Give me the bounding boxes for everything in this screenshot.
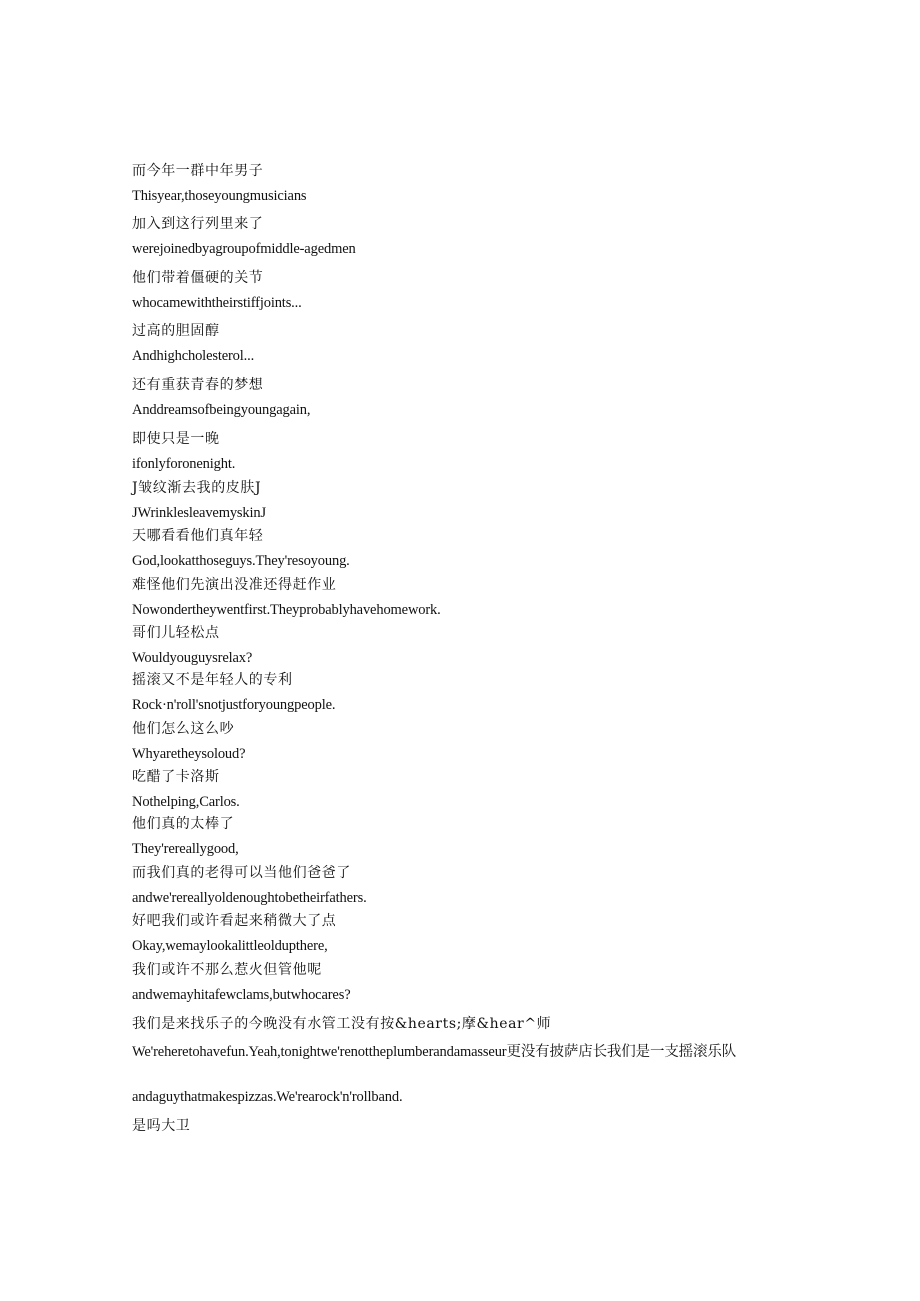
text-line: They'rereallygood, [132,841,239,857]
text-line: 加入到这行列里来了 [132,216,264,232]
text-line: 即使只是一晚 [132,431,220,447]
text-line: 他们带着僵硬的关节 [132,270,264,286]
text-line: 吃醋了卡洛斯 [132,769,220,785]
text-line: andwe'rereallyoldenoughtobetheirfathers. [132,890,367,906]
text-line: Okay,wemaylookalittleoldupthere, [132,938,328,954]
text-line: Rock·n'roll'snotjustforyoungpeople. [132,697,336,713]
text-line: whocamewiththeirstiffjoints... [132,295,302,311]
text-line: 他们怎么这么吵 [132,721,235,737]
text-line: Whyaretheysoloud? [132,746,246,762]
text-line: Wouldyouguysrelax? [132,650,253,666]
text-line: andaguythatmakespizzas.We'rearock'n'rollband. [132,1089,403,1105]
text-line: 而我们真的老得可以当他们爸爸了 [132,865,351,881]
text-line: 难怪他们先演出没准还得赶作业 [132,577,337,593]
text-line-wrapped: We'reheretohavefun.Yeah,tonightwe'renottheplumberandamasseur更没有披萨店长我们是一支摇滚乐队 [132,1044,737,1060]
text-line: werejoinedbyagroupofmiddle-agedmen [132,241,356,257]
text-line: 而今年一群中年男子 [132,163,264,179]
text-line: Andhighcholesterol... [132,348,255,364]
text-line: 哥们儿轻松点 [132,625,220,641]
text-line: 我们或许不那么惹火但管他呢 [132,962,322,978]
text-line: 是吗大卫 [132,1118,191,1134]
text-line: 过高的胆固醇 [132,323,220,339]
text-line: J皱纹渐去我的皮肤J [132,480,262,496]
text-line: 他们真的太棒了 [132,816,235,832]
text-line: 摇滚又不是年轻人的专利 [132,672,293,688]
text-line: ifonlyforonenight. [132,456,236,472]
text-line: Thisyear,thoseyoungmusicians [132,188,307,204]
text-line: 天哪看看他们真年轻 [132,528,264,544]
text-line: Nowondertheywentfirst.Theyprobablyhavehomework. [132,602,441,618]
text-line: andwemayhitafewclams,butwhocares? [132,987,351,1003]
text-line: 我们是来找乐子的今晚没有水管工没有按&hearts;摩&hear^师 [132,1016,552,1032]
text-line: Anddreamsofbeingyoungagain, [132,402,311,418]
text-line: 好吧我们或许看起来稍微大了点 [132,913,337,929]
text-line: God,lookatthoseguys.They'resoyoung. [132,553,350,569]
text-line: JWrinklesleavemyskinJ [132,505,266,521]
text-line: 还有重获青春的梦想 [132,377,264,393]
text-line: Nothelping,Carlos. [132,794,240,810]
